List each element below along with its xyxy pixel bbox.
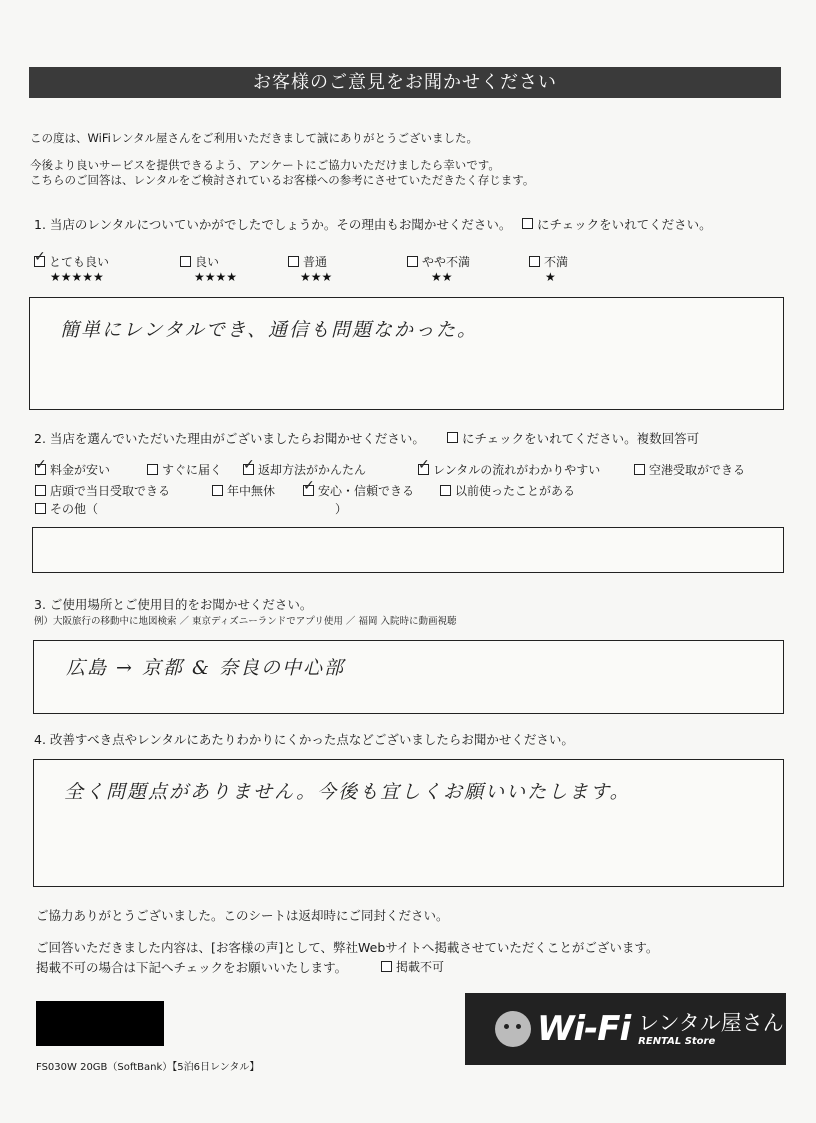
q3-example: 例）大阪旅行の移動中に地図検索 ／ 東京ディズニーランドでアプリ使用 ／ 福岡 入院時に動画視聴 (34, 616, 457, 627)
checkbox-icon[interactable] (212, 485, 223, 496)
checkbox-checked-icon[interactable] (243, 464, 254, 475)
q3-answer-box[interactable] (33, 640, 784, 714)
checkbox-icon[interactable] (35, 503, 46, 514)
brand-logo (465, 993, 786, 1065)
checkbox-icon[interactable] (180, 256, 191, 267)
checkbox-checked-icon[interactable] (34, 256, 45, 267)
q1-option-very-good[interactable]: ✓ とても良い (34, 253, 109, 270)
checkbox-icon[interactable] (288, 256, 299, 267)
q1-handwritten-answer: 簡単にレンタルでき、通信も問題なかった。 (60, 319, 479, 341)
checkbox-checked-icon[interactable] (303, 485, 314, 496)
q4-handwritten-answer: 全く問題点がありません。今後も宜しくお願いいたします。 (64, 781, 631, 803)
checkbox-icon (522, 218, 533, 229)
q2-option-easy-return[interactable]: ✓ 返却方法がかんたん (243, 461, 366, 478)
q2-option-price[interactable]: ✓ 料金が安い (35, 461, 110, 478)
checkbox-icon[interactable] (407, 256, 418, 267)
redaction-block (36, 1001, 164, 1046)
checkbox-checked-icon[interactable] (418, 464, 429, 475)
q2-option-other[interactable]: その他（ (35, 500, 98, 517)
q2-instruction: にチェックをいれてください。複数回答可 (447, 429, 699, 447)
q2-option-open-year-round[interactable]: 年中無休 (212, 482, 275, 499)
checkbox-icon[interactable] (147, 464, 158, 475)
q2-other-close-paren: ） (335, 502, 348, 516)
q1-question: 1. 当店のレンタルについていかがでしたでしょうか。その理由もお聞かせください。 (34, 217, 512, 232)
checkbox-icon[interactable] (529, 256, 540, 267)
intro-line-1: この度は、WiFiレンタル屋さんをご利用いただきまして誠にありがとうございました。 (30, 131, 479, 145)
q3-handwritten-answer: 広島 → 京都 & 奈良の中心部 (66, 657, 345, 679)
q2-option-same-day[interactable]: 店頭で当日受取できる (35, 482, 170, 499)
q4-answer-box[interactable] (33, 759, 784, 887)
q2-answer-box[interactable] (32, 527, 784, 573)
logo-japanese-text: レンタル屋さん (638, 1010, 784, 1035)
q1-answer-box[interactable] (29, 297, 784, 410)
q3-question: 3. ご使用場所とご使用目的をお聞かせください。 (34, 597, 313, 612)
q1-option-somewhat-unsatisfied[interactable]: やや不満 (407, 253, 470, 270)
q1-option-unsatisfied[interactable]: 不満 (529, 253, 568, 270)
publish-notice-2: 掲載不可の場合は下記へチェックをお願いいたします。 (36, 960, 348, 975)
q1-stars-2: ★★ (431, 270, 453, 284)
q1-option-average[interactable]: 普通 (288, 253, 327, 270)
page-title: お客様のご意見をお聞かせください (29, 67, 781, 98)
q2-option-clear-flow[interactable]: ✓ レンタルの流れがわかりやすい (418, 461, 600, 478)
thanks-text: ご協力ありがとうございました。このシートは返却時にご同封ください。 (36, 908, 449, 923)
rental-plan-text: FS030W 20GB（SoftBank）【5泊6日レンタル】 (36, 1062, 260, 1073)
publish-notice-1: ご回答いただきました内容は、[お客様の声]として、弊社Webサイトへ掲載させていただくことがございます。 (36, 940, 659, 955)
checkbox-icon[interactable] (440, 485, 451, 496)
logo-wifi-text: Wi-Fi (537, 1009, 631, 1049)
checkbox-checked-icon[interactable] (35, 464, 46, 475)
q2-option-fast-delivery[interactable]: すぐに届く (147, 461, 222, 478)
q4-question: 4. 改善すべき点やレンタルにあたりわかりにくかった点などございましたらお聞かせください。 (34, 732, 574, 747)
q1-stars-1: ★ (545, 270, 556, 284)
q1-instruction: にチェックをいれてください。 (522, 215, 712, 233)
intro-line-2: 今後より良いサービスを提供できるよう、アンケートにご協力いただけましたら幸いです。 (30, 158, 500, 172)
q1-stars-4: ★★★★ (194, 270, 238, 284)
q2-option-used-before[interactable]: 以前使ったことがある (440, 482, 575, 499)
q1-option-good[interactable]: 良い (180, 253, 219, 270)
checkbox-icon[interactable] (35, 485, 46, 496)
q2-option-airport-pickup[interactable]: 空港受取ができる (634, 461, 745, 478)
mascot-icon (495, 1011, 531, 1047)
checkbox-icon[interactable] (381, 961, 392, 972)
logo-english-text: RENTAL Store (638, 1035, 716, 1047)
no-publish-checkbox[interactable]: 掲載不可 (381, 958, 444, 975)
q1-stars-5: ★★★★★ (50, 270, 104, 284)
q2-option-trust[interactable]: ✓ 安心・信頼できる (303, 482, 414, 499)
checkbox-icon[interactable] (634, 464, 645, 475)
q2-question: 2. 当店を選んでいただいた理由がございましたらお聞かせください。 (34, 431, 425, 446)
q1-stars-3: ★★★ (300, 270, 333, 284)
checkbox-icon (447, 432, 458, 443)
intro-line-3: こちらのご回答は、レンタルをご検討されているお客様への参考にさせていただきたく存じます。 (30, 173, 535, 187)
